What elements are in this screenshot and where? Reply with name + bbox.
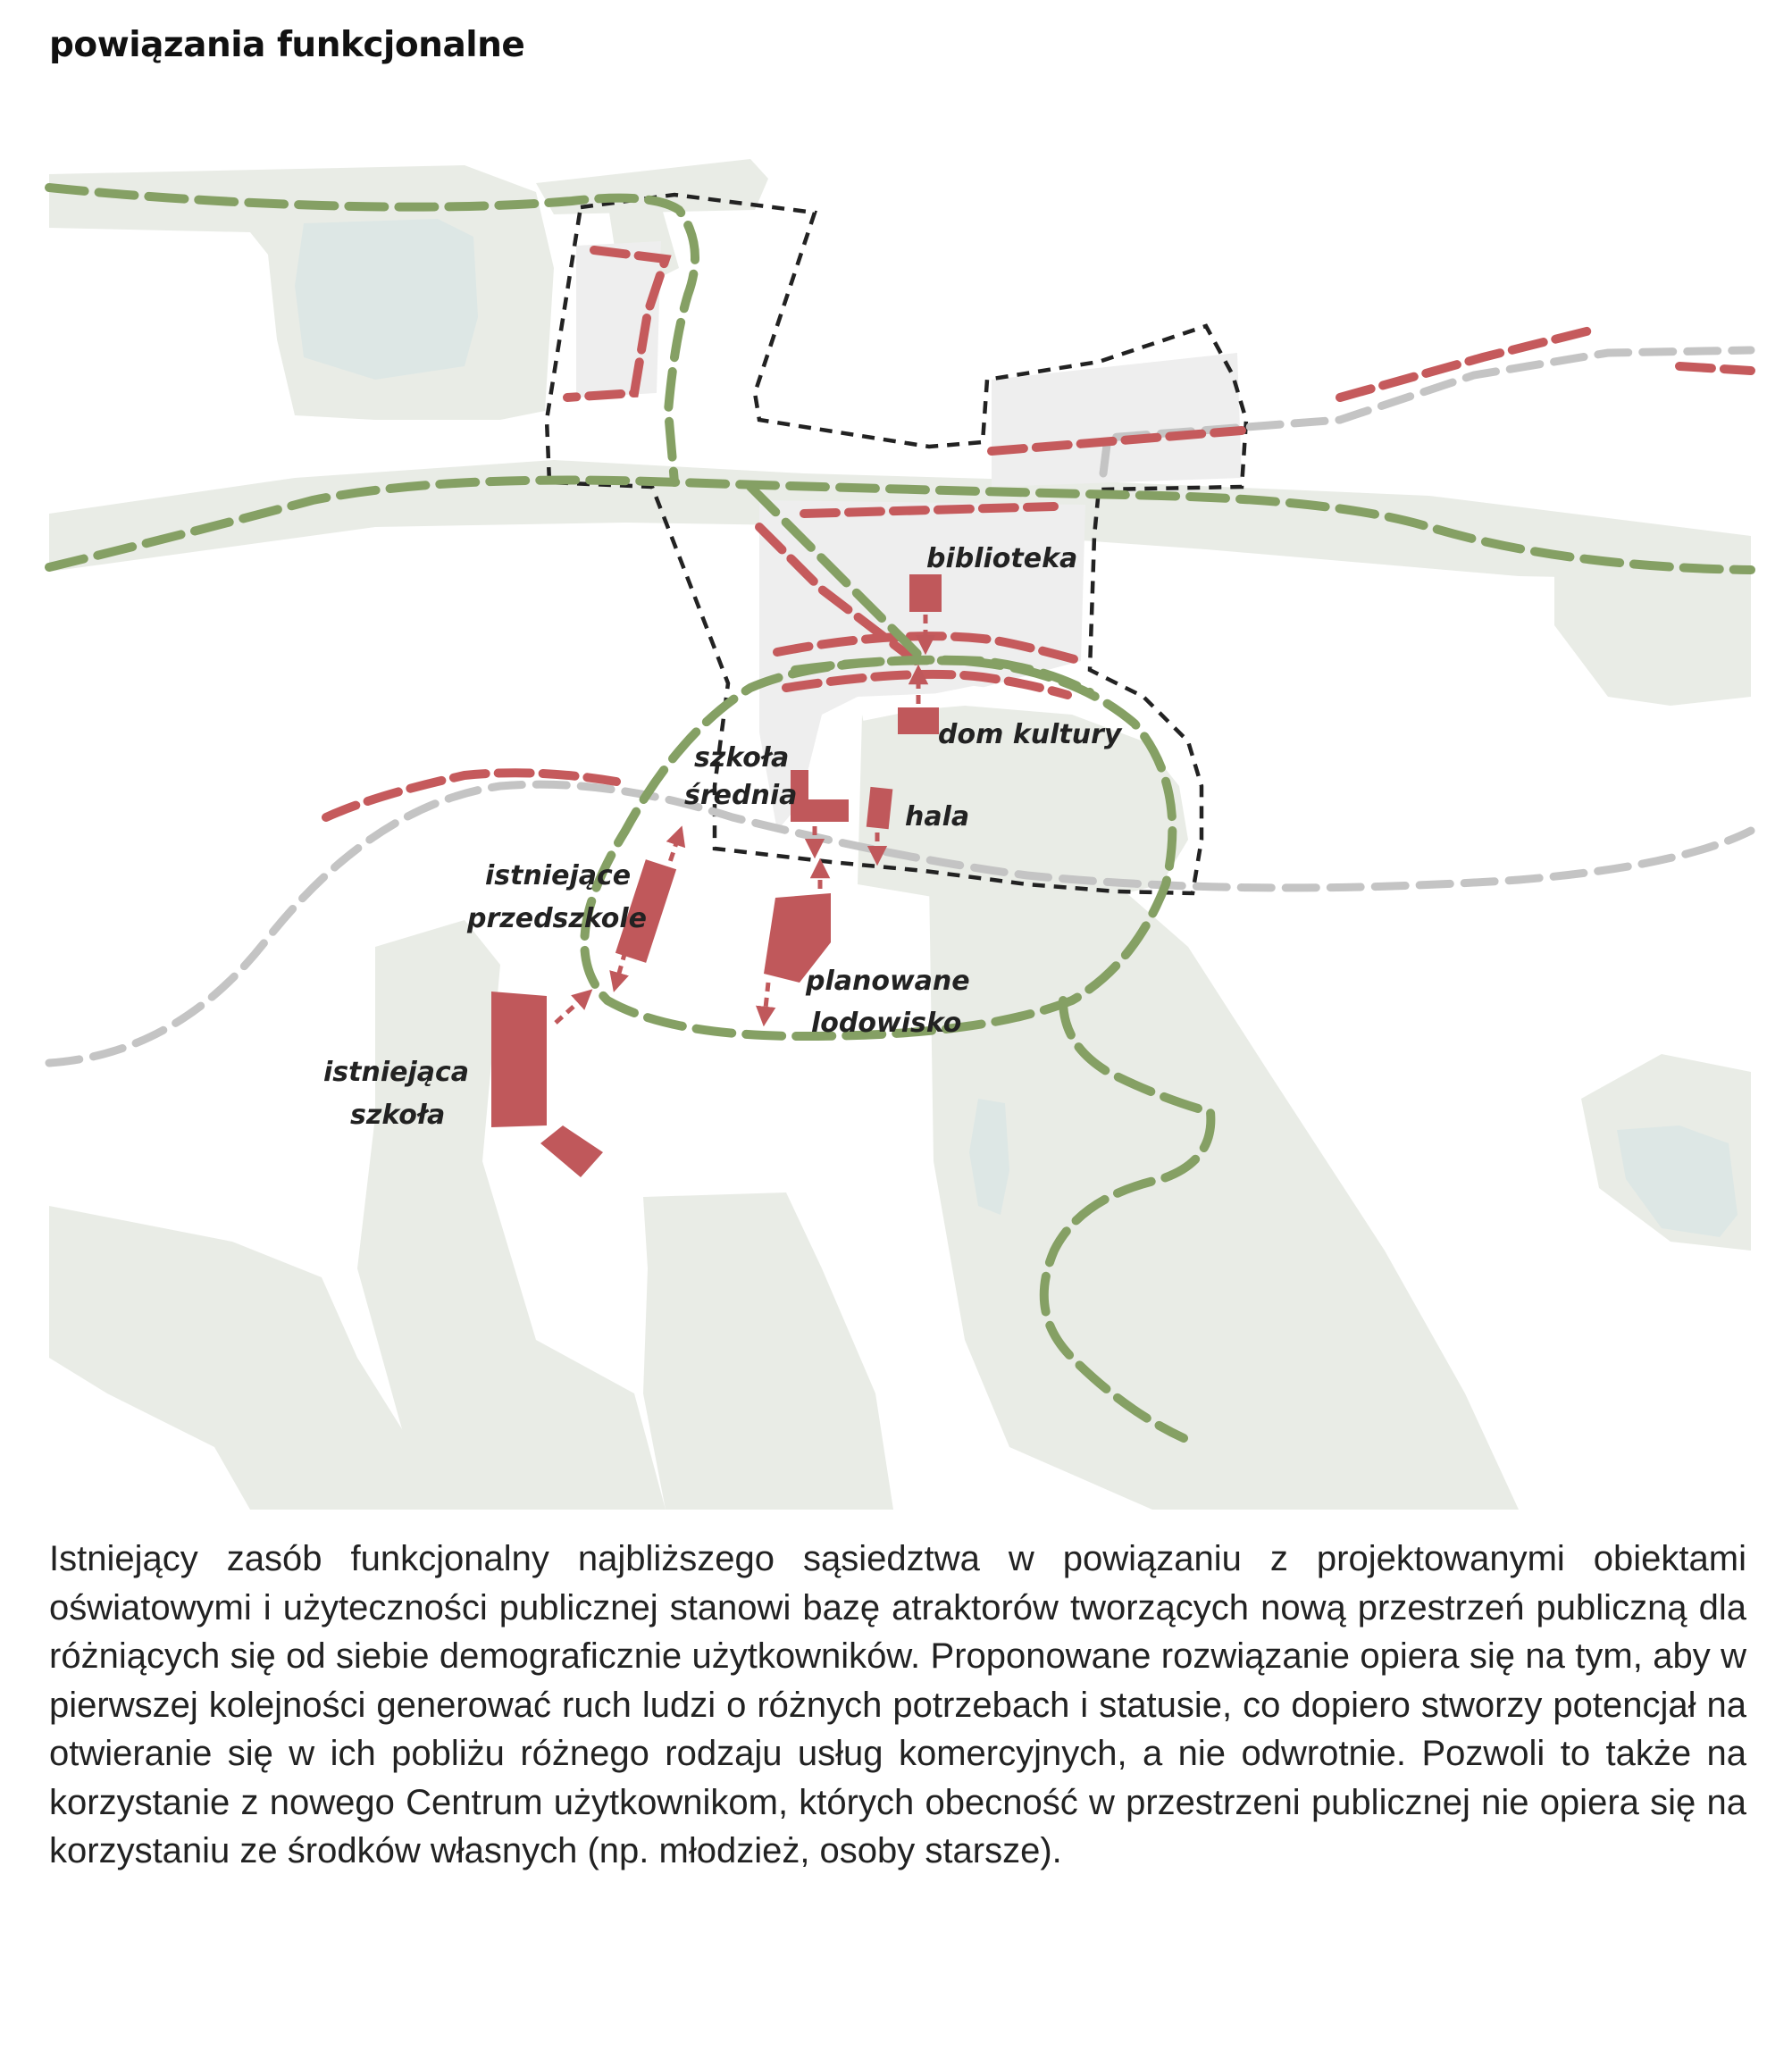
label-hala: hala (905, 801, 970, 833)
building-dom-kultury (898, 707, 939, 734)
arrow-szkola-up (556, 996, 585, 1023)
green-area-park-south (929, 880, 1519, 1510)
label-istniejaca-szkola-2: szkoła (350, 1100, 446, 1131)
red-route-east-c (1679, 366, 1751, 371)
building-biblioteka (909, 574, 942, 612)
green-area-south-mid (643, 1192, 893, 1510)
building-szkola-srednia (791, 770, 849, 822)
pond-top (295, 219, 478, 380)
green-spaces (49, 159, 1751, 1510)
label-szkola-srednia-1: szkoła (694, 742, 790, 774)
building-istniejaca-szkola (491, 992, 547, 1127)
building-hala (867, 787, 893, 829)
building-istniejaca-szkola-wing (540, 1125, 603, 1177)
label-przedszkole-2: przedszkole (467, 903, 647, 934)
arrow-lodowisko-down (765, 983, 768, 1017)
label-istniejaca-szkola-1: istniejąca (323, 1057, 470, 1088)
label-lodowisko-2: lodowisko (811, 1008, 962, 1039)
label-szkola-srednia-2: średnia (684, 780, 798, 811)
label-przedszkole-1: istniejące (485, 860, 632, 891)
label-dom-kultury: dom kultury (938, 719, 1122, 750)
arrow-przedszkole-down (616, 951, 625, 983)
label-biblioteka: biblioteka (926, 543, 1078, 574)
page-title: powiązania funkcjonalne (49, 25, 525, 65)
pond-right (1617, 1125, 1738, 1237)
description-paragraph: Istniejący zasób funkcjonalny najbliższego sąsiedztwa w powiązaniu z projektowanymi obiektami oświatowymi i użyteczności publicznej stanowi bazę atraktorów tworzących nową przestrzeń publiczną dla różniących się od siebie demograficznie użytkowników. Proponowane rozwiązanie opiera się na tym, aby w pierwszej kolejności generować ruch ludzi o różnych potrzebach i statusie, co dopiero stworzy potencjał na otwieranie się w ich pobliżu różnego rodzaju usług komercyjnych, a nie odwrotnie. Pozwoli to także na korzystanie z nowego Centrum użytkownikom, których obecność w przestrzeni publicznej nie opiera się na korzystaniu ze środków własnych (np. młodzież, osoby starsze). (49, 1539, 1746, 1870)
label-lodowisko-1: planowane (806, 966, 970, 997)
